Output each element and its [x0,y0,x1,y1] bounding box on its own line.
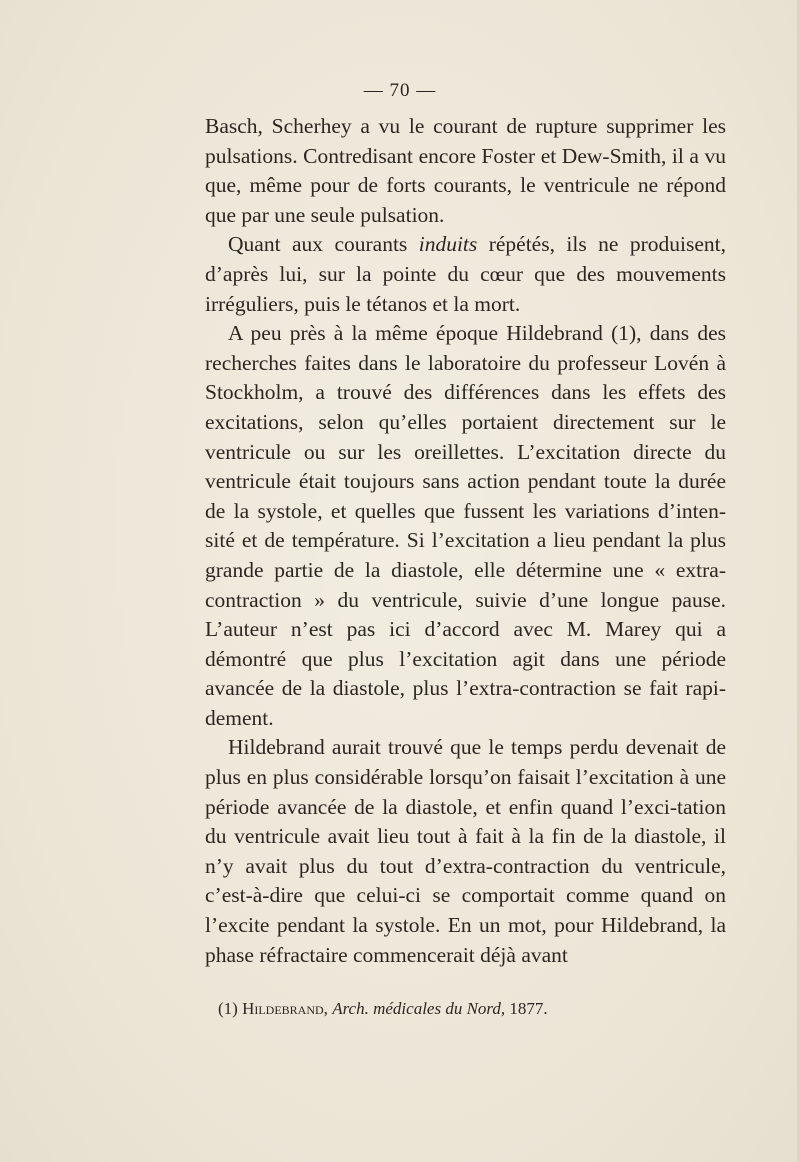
body-text [205,112,726,970]
page-number: — 70 — [363,80,437,101]
paragraph-2-start: Quant aux courants [228,232,419,257]
paragraph-2 [205,230,726,319]
footnote-journal: Arch. médicales du Nord, [332,999,506,1018]
emphasis-induits: induits [418,232,478,257]
paragraph-4: Hildebrand aurait trouvé que le temps perdu devenait de plus en plus considérable lorsqu’on faisait l’excitation à une période avancée de la diastole, et enfin quand l’exci-tation du ventricule avait lieu tout à fait à la fin de la diastole, il n’y avait plus du tout d’extra-contraction du ventricule, c’est-à-dire que celui-ci se comportait comme quand on l’excite pendant la systole. En un mot, pour Hildebrand, la phase réfractaire commencerait déjà avant [205,735,726,967]
footnote-marker: (1) [218,999,238,1018]
footnote-author: Hildebrand, [242,999,328,1018]
footnote-year: 1877. [509,999,548,1018]
paragraph-1: Basch, Scherhey a vu le courant de rupture supprimer les pulsations. Contredisant encore Foster et Dew-Smith, il a vu que, même pour de forts courants, le ventricule ne répond que par une seule pulsation. [205,114,726,227]
paragraph-2-end: répétés, ils ne produisent, d’après lui, sur la pointe du cœur que des mouvements irréguliers, puis le tétanos et la mort. [205,232,726,316]
paragraph-3: A peu près à la même époque Hildebrand (1), dans des recherches faites dans le laboratoire du professeur Lovén à Stockholm, a trouvé des différences dans les effets des excitations, selon qu’elles portaient directement sur le ventricule ou sur les oreillettes. L’excitation directe du ventricule était toujours sans action pendant toute la durée de la systole, et quelles que fussent les variations d’inten-sité et de température. Si l’excitation a lieu pendant la plus grande partie de la diastole, elle détermine une « extra-contraction » du ventricule, suivie d’une longue pause. L’auteur n’est pas ici d’accord avec M. Marey qui a démontré que plus l’excitation agit dans une période avancée de la diastole, plus l’extra-contraction se fait rapi-dement. [205,321,726,730]
footnote [218,998,718,1020]
